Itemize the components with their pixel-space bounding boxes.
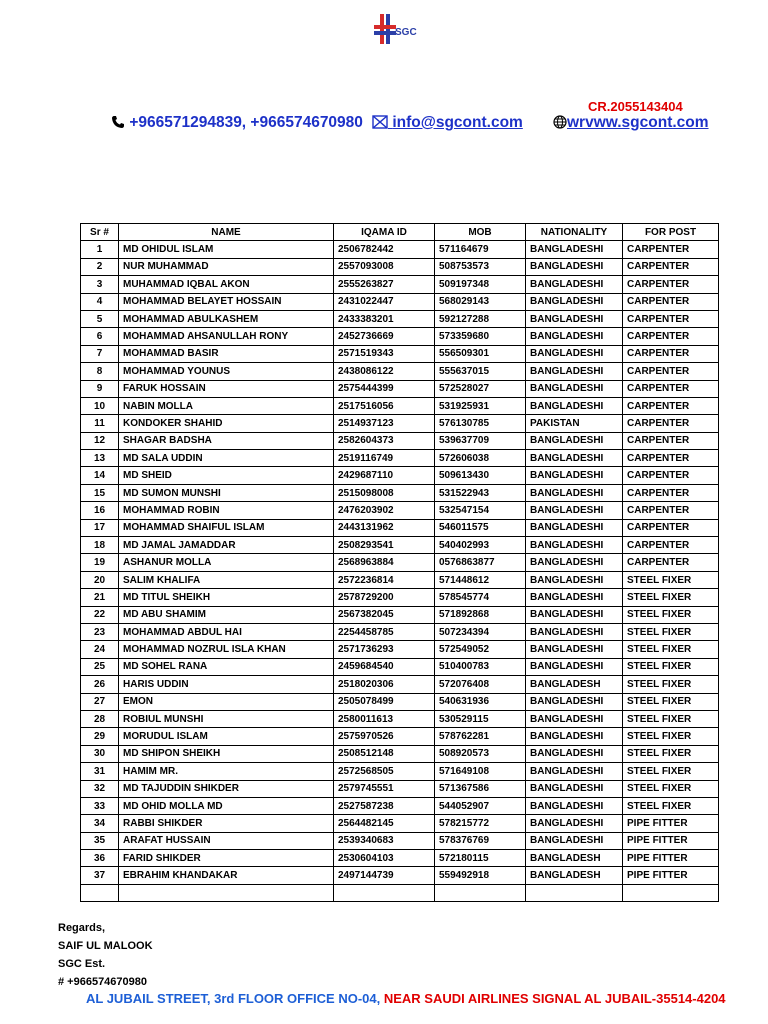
cell-name: MD SHIPON SHEIKH — [119, 745, 334, 762]
cell-iqama: 2571736293 — [334, 641, 435, 658]
email-text: info@sgcont.com — [392, 114, 523, 131]
regards-text: Regards, — [58, 922, 106, 934]
cell-mob: 0576863877 — [435, 554, 526, 571]
cell-post: CARPENTER — [623, 554, 719, 571]
cell-sr: 24 — [81, 641, 119, 658]
cell-sr: 36 — [81, 850, 119, 867]
cell-iqama: 2459684540 — [334, 658, 435, 675]
cell-name: SHAGAR BADSHA — [119, 432, 334, 449]
worker-table — [80, 223, 719, 902]
cell-sr: 25 — [81, 658, 119, 675]
cr-number: CR.2055143404 — [588, 99, 683, 114]
cell-nationality: BANGLADESH — [526, 867, 623, 884]
cell-name: MD SALA UDDIN — [119, 450, 334, 467]
cell-nationality — [526, 884, 623, 901]
table-row — [81, 467, 719, 484]
cell-nationality: BANGLADESHI — [526, 641, 623, 658]
cell-sr: 2 — [81, 258, 119, 275]
table-row — [81, 780, 719, 797]
table-row — [81, 641, 719, 658]
cell-name: NABIN MOLLA — [119, 397, 334, 414]
table-row — [81, 241, 719, 258]
cell-nationality: BANGLADESHI — [526, 710, 623, 727]
cell-mob: 578762281 — [435, 728, 526, 745]
cell-iqama: 2572568505 — [334, 763, 435, 780]
cell-sr: 28 — [81, 710, 119, 727]
cell-nationality: BANGLADESHI — [526, 780, 623, 797]
cell-mob: 539637709 — [435, 432, 526, 449]
cell-post: PIPE FITTER — [623, 867, 719, 884]
cell-mob: 507234394 — [435, 623, 526, 640]
cell-nationality: BANGLADESHI — [526, 397, 623, 414]
cell-mob: 572606038 — [435, 450, 526, 467]
cell-nationality: BANGLADESHI — [526, 363, 623, 380]
cell-mob: 540402993 — [435, 537, 526, 554]
cell-sr: 13 — [81, 450, 119, 467]
cell-post: CARPENTER — [623, 293, 719, 310]
cell-iqama: 2571519343 — [334, 345, 435, 362]
table-row — [81, 484, 719, 501]
cell-name: MD SUMON MUNSHI — [119, 484, 334, 501]
table-row — [81, 797, 719, 814]
cell-iqama: 2567382045 — [334, 606, 435, 623]
cell-nationality: BANGLADESHI — [526, 380, 623, 397]
cell-nationality: BANGLADESHI — [526, 763, 623, 780]
table-row — [81, 693, 719, 710]
cell-sr: 11 — [81, 415, 119, 432]
cell-post: CARPENTER — [623, 380, 719, 397]
cell-iqama: 2518020306 — [334, 676, 435, 693]
cell-name: HAMIM MR. — [119, 763, 334, 780]
cell-mob: 559492918 — [435, 867, 526, 884]
cell-name — [119, 884, 334, 901]
cell-sr: 29 — [81, 728, 119, 745]
table-row — [81, 450, 719, 467]
cell-nationality: PAKISTAN — [526, 415, 623, 432]
table-row — [81, 728, 719, 745]
cell-post: STEEL FIXER — [623, 710, 719, 727]
cell-iqama: 2564482145 — [334, 815, 435, 832]
cell-name: MD OHID MOLLA MD — [119, 797, 334, 814]
cell-iqama — [334, 884, 435, 901]
cell-nationality: BANGLADESHI — [526, 293, 623, 310]
table-row — [81, 328, 719, 345]
cell-post: STEEL FIXER — [623, 658, 719, 675]
cell-sr: 7 — [81, 345, 119, 362]
cell-mob: 572076408 — [435, 676, 526, 693]
cell-mob: 572528027 — [435, 380, 526, 397]
cell-post: CARPENTER — [623, 363, 719, 380]
table-row — [81, 519, 719, 536]
cell-name: MD JAMAL JAMADDAR — [119, 537, 334, 554]
table-row — [81, 763, 719, 780]
cell-name: ASHANUR MOLLA — [119, 554, 334, 571]
cell-mob — [435, 884, 526, 901]
cell-iqama: 2575444399 — [334, 380, 435, 397]
address-part-red: NEAR SAUDI AIRLINES SIGNAL AL JUBAIL-35514-4204 — [383, 991, 726, 1006]
cell-name: MOHAMMAD BASIR — [119, 345, 334, 362]
cell-nationality: BANGLADESHI — [526, 728, 623, 745]
cell-post: STEEL FIXER — [623, 571, 719, 588]
cell-nationality: BANGLADESHI — [526, 328, 623, 345]
cell-name: NUR MUHAMMAD — [119, 258, 334, 275]
col-name: NAME — [119, 224, 334, 241]
cell-name: MOHAMMAD ROBIN — [119, 502, 334, 519]
company-name: SGC Est. — [58, 958, 106, 970]
cell-nationality: BANGLADESHI — [526, 554, 623, 571]
cell-name: MOHAMMAD YOUNUS — [119, 363, 334, 380]
cell-sr: 37 — [81, 867, 119, 884]
cell-iqama: 2578729200 — [334, 589, 435, 606]
cell-sr: 21 — [81, 589, 119, 606]
cell-iqama: 2568963884 — [334, 554, 435, 571]
cell-post: STEEL FIXER — [623, 728, 719, 745]
cell-mob: 571649108 — [435, 763, 526, 780]
cell-mob: 571892868 — [435, 606, 526, 623]
cell-nationality: BANGLADESHI — [526, 589, 623, 606]
cell-sr: 4 — [81, 293, 119, 310]
cell-nationality: BANGLADESHI — [526, 537, 623, 554]
cell-iqama: 2505078499 — [334, 693, 435, 710]
table-row — [81, 710, 719, 727]
cell-name: ROBIUL MUNSHI — [119, 710, 334, 727]
cell-post: STEEL FIXER — [623, 676, 719, 693]
cell-mob: 592127288 — [435, 310, 526, 327]
cell-nationality: BANGLADESHI — [526, 745, 623, 762]
cell-sr: 26 — [81, 676, 119, 693]
cell-iqama: 2497144739 — [334, 867, 435, 884]
cell-iqama: 2530604103 — [334, 850, 435, 867]
table-row — [81, 432, 719, 449]
cell-nationality: BANGLADESHI — [526, 432, 623, 449]
cell-iqama: 2508293541 — [334, 537, 435, 554]
cell-sr: 20 — [81, 571, 119, 588]
cell-name: FARUK HOSSAIN — [119, 380, 334, 397]
cell-nationality: BANGLADESHI — [526, 815, 623, 832]
cell-sr: 31 — [81, 763, 119, 780]
cell-iqama: 2515098008 — [334, 484, 435, 501]
cell-nationality: BANGLADESHI — [526, 484, 623, 501]
cell-name: MOHAMMAD SHAIFUL ISLAM — [119, 519, 334, 536]
cell-mob: 544052907 — [435, 797, 526, 814]
cell-mob: 531522943 — [435, 484, 526, 501]
cell-nationality: BANGLADESHI — [526, 450, 623, 467]
table-row — [81, 293, 719, 310]
table-row — [81, 363, 719, 380]
cell-mob: 573359680 — [435, 328, 526, 345]
website-link[interactable] — [553, 114, 709, 132]
cell-sr: 1 — [81, 241, 119, 258]
cell-post: STEEL FIXER — [623, 589, 719, 606]
cell-sr: 14 — [81, 467, 119, 484]
cell-post: PIPE FITTER — [623, 850, 719, 867]
col-post: FOR POST — [623, 224, 719, 241]
table-row — [81, 380, 719, 397]
cell-iqama: 2254458785 — [334, 623, 435, 640]
cell-mob: 568029143 — [435, 293, 526, 310]
website-text: wrvww.sgcont.com — [567, 114, 709, 131]
cell-mob: 571367586 — [435, 780, 526, 797]
cell-iqama: 2572236814 — [334, 571, 435, 588]
cell-mob: 532547154 — [435, 502, 526, 519]
cell-iqama: 2452736669 — [334, 328, 435, 345]
cell-sr: 9 — [81, 380, 119, 397]
cell-nationality: BANGLADESHI — [526, 606, 623, 623]
cell-name: KONDOKER SHAHID — [119, 415, 334, 432]
table-row — [81, 623, 719, 640]
cell-mob: 509197348 — [435, 276, 526, 293]
col-mob: MOB — [435, 224, 526, 241]
table-row — [81, 276, 719, 293]
cell-name: MD OHIDUL ISLAM — [119, 241, 334, 258]
cell-sr: 3 — [81, 276, 119, 293]
cell-post: CARPENTER — [623, 328, 719, 345]
table-row — [81, 606, 719, 623]
cell-sr: 18 — [81, 537, 119, 554]
cell-nationality: BANGLADESHI — [526, 571, 623, 588]
table-row — [81, 850, 719, 867]
table-row — [81, 815, 719, 832]
cell-iqama: 2555263827 — [334, 276, 435, 293]
cell-iqama: 2519116749 — [334, 450, 435, 467]
phone-icon — [111, 115, 125, 129]
table-body — [81, 241, 719, 902]
cell-name: MUHAMMAD IQBAL AKON — [119, 276, 334, 293]
cell-iqama: 2433383201 — [334, 310, 435, 327]
table-row — [81, 397, 719, 414]
cell-post: STEEL FIXER — [623, 763, 719, 780]
cell-name: EBRAHIM KHANDAKAR — [119, 867, 334, 884]
cell-sr — [81, 884, 119, 901]
cell-name: MOHAMMAD BELAYET HOSSAIN — [119, 293, 334, 310]
cell-post: PIPE FITTER — [623, 832, 719, 849]
cell-nationality: BANGLADESHI — [526, 658, 623, 675]
table-row — [81, 502, 719, 519]
table-row — [81, 554, 719, 571]
cell-iqama: 2575970526 — [334, 728, 435, 745]
table-row — [81, 867, 719, 884]
cell-sr: 17 — [81, 519, 119, 536]
address-part-blue: AL JUBAIL STREET, 3rd FLOOR OFFICE NO-04, — [86, 991, 384, 1006]
cell-nationality: BANGLADESHI — [526, 241, 623, 258]
cell-sr: 22 — [81, 606, 119, 623]
cell-post: STEEL FIXER — [623, 606, 719, 623]
cell-post: CARPENTER — [623, 345, 719, 362]
cell-mob: 578545774 — [435, 589, 526, 606]
cell-name: MORUDUL ISLAM — [119, 728, 334, 745]
cell-sr: 6 — [81, 328, 119, 345]
cell-nationality: BANGLADESHI — [526, 519, 623, 536]
table-row — [81, 745, 719, 762]
cell-sr: 12 — [81, 432, 119, 449]
cell-post: CARPENTER — [623, 537, 719, 554]
cell-name: EMON — [119, 693, 334, 710]
cell-sr: 34 — [81, 815, 119, 832]
cell-mob: 571448612 — [435, 571, 526, 588]
cell-iqama: 2429687110 — [334, 467, 435, 484]
table-header-row — [81, 224, 719, 241]
signatory-phone: # +966574670980 — [58, 976, 148, 988]
table-row — [81, 258, 719, 275]
cell-name: FARID SHIKDER — [119, 850, 334, 867]
table-row — [81, 415, 719, 432]
phone-text: +966571294839, +966574670980 — [129, 114, 363, 131]
cell-post: STEEL FIXER — [623, 641, 719, 658]
cell-name: MD SOHEL RANA — [119, 658, 334, 675]
cell-name: MOHAMMAD ABDUL HAI — [119, 623, 334, 640]
cell-sr: 15 — [81, 484, 119, 501]
cell-mob: 576130785 — [435, 415, 526, 432]
cell-sr: 35 — [81, 832, 119, 849]
cell-post: CARPENTER — [623, 241, 719, 258]
cell-post: CARPENTER — [623, 276, 719, 293]
signature-block — [58, 919, 153, 991]
cell-post: CARPENTER — [623, 415, 719, 432]
cell-name: MD TITUL SHEIKH — [119, 589, 334, 606]
cell-name: MOHAMMAD ABULKASHEM — [119, 310, 334, 327]
cell-iqama: 2476203902 — [334, 502, 435, 519]
cell-mob: 530529115 — [435, 710, 526, 727]
cell-post — [623, 884, 719, 901]
cell-post: CARPENTER — [623, 519, 719, 536]
cell-mob: 555637015 — [435, 363, 526, 380]
cell-post: STEEL FIXER — [623, 780, 719, 797]
cell-post: CARPENTER — [623, 310, 719, 327]
cell-sr: 33 — [81, 797, 119, 814]
cell-post: STEEL FIXER — [623, 797, 719, 814]
cell-iqama: 2527587238 — [334, 797, 435, 814]
globe-icon — [553, 115, 567, 129]
cell-nationality: BANGLADESHI — [526, 797, 623, 814]
cell-post: STEEL FIXER — [623, 623, 719, 640]
table-row — [81, 832, 719, 849]
cell-post: CARPENTER — [623, 432, 719, 449]
cell-iqama: 2579745551 — [334, 780, 435, 797]
table-row — [81, 310, 719, 327]
cell-nationality: BANGLADESHI — [526, 310, 623, 327]
table-row — [81, 658, 719, 675]
cell-mob: 508920573 — [435, 745, 526, 762]
table-row — [81, 884, 719, 901]
cell-name: MD ABU SHAMIM — [119, 606, 334, 623]
cell-name: ARAFAT HUSSAIN — [119, 832, 334, 849]
col-iqama: IQAMA ID — [334, 224, 435, 241]
cell-post: CARPENTER — [623, 258, 719, 275]
cell-post: CARPENTER — [623, 484, 719, 501]
cell-mob: 572549052 — [435, 641, 526, 658]
cell-iqama: 2506782442 — [334, 241, 435, 258]
cell-mob: 508753573 — [435, 258, 526, 275]
cell-name: RABBI SHIKDER — [119, 815, 334, 832]
logo-text: SGC — [395, 27, 417, 38]
cell-mob: 546011575 — [435, 519, 526, 536]
cell-iqama: 2514937123 — [334, 415, 435, 432]
cell-mob: 540631936 — [435, 693, 526, 710]
cell-iqama: 2443131962 — [334, 519, 435, 536]
cell-name: MOHAMMAD AHSANULLAH RONY — [119, 328, 334, 345]
mail-icon — [372, 115, 388, 129]
cell-nationality: BANGLADESHI — [526, 345, 623, 362]
cell-sr: 10 — [81, 397, 119, 414]
cell-sr: 19 — [81, 554, 119, 571]
col-nationality: NATIONALITY — [526, 224, 623, 241]
cell-nationality: BANGLADESHI — [526, 623, 623, 640]
cell-iqama: 2582604373 — [334, 432, 435, 449]
cell-nationality: BANGLADESH — [526, 676, 623, 693]
cell-nationality: BANGLADESHI — [526, 467, 623, 484]
footer-address — [86, 991, 726, 1006]
cell-sr: 30 — [81, 745, 119, 762]
cell-post: STEEL FIXER — [623, 745, 719, 762]
col-sr: Sr # — [81, 224, 119, 241]
cell-nationality: BANGLADESHI — [526, 832, 623, 849]
cell-sr: 32 — [81, 780, 119, 797]
cell-nationality: BANGLADESHI — [526, 276, 623, 293]
cell-iqama: 2508512148 — [334, 745, 435, 762]
table-row — [81, 571, 719, 588]
cell-nationality: BANGLADESHI — [526, 502, 623, 519]
cell-sr: 23 — [81, 623, 119, 640]
table-row — [81, 537, 719, 554]
signatory-name: SAIF UL MALOOK — [58, 940, 153, 952]
cell-sr: 8 — [81, 363, 119, 380]
table-row — [81, 345, 719, 362]
cell-iqama: 2438086122 — [334, 363, 435, 380]
cell-iqama: 2557093008 — [334, 258, 435, 275]
cell-mob: 578215772 — [435, 815, 526, 832]
table-row — [81, 676, 719, 693]
cell-post: CARPENTER — [623, 502, 719, 519]
cell-nationality: BANGLADESH — [526, 850, 623, 867]
cell-mob: 556509301 — [435, 345, 526, 362]
cell-iqama: 2580011613 — [334, 710, 435, 727]
cell-name: MD SHEID — [119, 467, 334, 484]
email-link[interactable] — [372, 114, 523, 132]
cell-iqama: 2517516056 — [334, 397, 435, 414]
cell-post: PIPE FITTER — [623, 815, 719, 832]
cell-name: MOHAMMAD NOZRUL ISLA KHAN — [119, 641, 334, 658]
cell-mob: 531925931 — [435, 397, 526, 414]
cell-post: STEEL FIXER — [623, 693, 719, 710]
cell-mob: 571164679 — [435, 241, 526, 258]
cell-iqama: 2431022447 — [334, 293, 435, 310]
cell-iqama: 2539340683 — [334, 832, 435, 849]
cell-mob: 578376769 — [435, 832, 526, 849]
cell-name: HARIS UDDIN — [119, 676, 334, 693]
cell-name: MD TAJUDDIN SHIKDER — [119, 780, 334, 797]
cell-post: CARPENTER — [623, 450, 719, 467]
cell-mob: 509613430 — [435, 467, 526, 484]
cell-post: CARPENTER — [623, 397, 719, 414]
cell-nationality: BANGLADESHI — [526, 258, 623, 275]
cell-mob: 510400783 — [435, 658, 526, 675]
phone-numbers — [111, 114, 363, 132]
cell-name: SALIM KHALIFA — [119, 571, 334, 588]
cell-sr: 16 — [81, 502, 119, 519]
cell-sr: 27 — [81, 693, 119, 710]
cell-mob: 572180115 — [435, 850, 526, 867]
cell-nationality: BANGLADESHI — [526, 693, 623, 710]
cell-post: CARPENTER — [623, 467, 719, 484]
table-row — [81, 589, 719, 606]
cell-sr: 5 — [81, 310, 119, 327]
